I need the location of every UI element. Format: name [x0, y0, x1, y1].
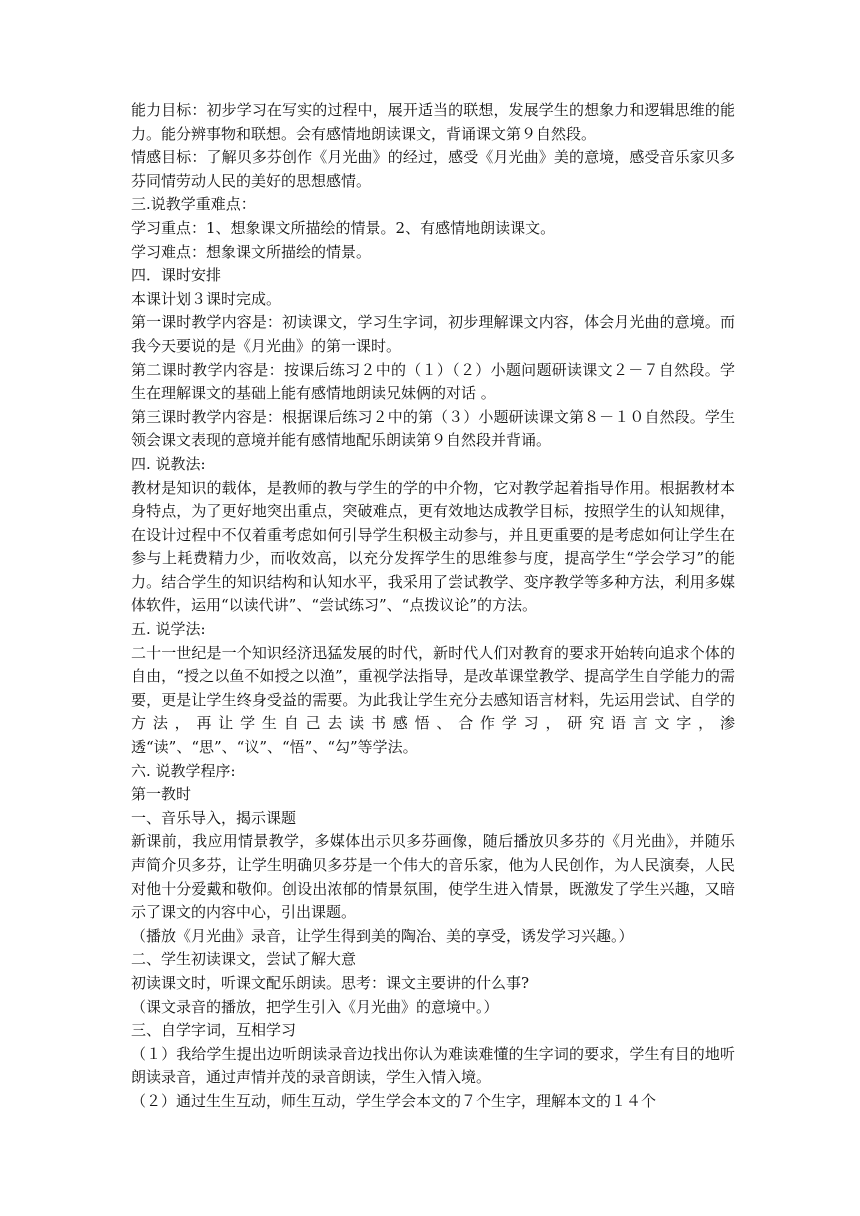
- paragraph-lesson-three: 第三课时教学内容是：根据课后练习２中的第（３）小题研读课文第８－１０自然段。学生领会课文表现的意境并能有感情地配乐朗读第９自然段并背诵。: [131, 407, 735, 450]
- paragraph-lesson-one: 第一课时教学内容是：初读课文，学习生字词，初步理解课文内容，体会月光曲的意境。而我今天要说的是《月光曲》的第一课时。: [131, 313, 735, 355]
- heading-step-one: 一、音乐导入，揭示课题: [131, 808, 297, 827]
- heading-key-difficulties: 三.说教学重难点：: [131, 195, 256, 214]
- paragraph-lesson-two: 第二课时教学内容是：按课后练习２中的（１）（２）小题问题研读课文２－７自然段。学生在理解课文的基础上能有感情地朗读兄妹俩的对话 。: [131, 360, 735, 403]
- paragraph-ability-goal: 能力目标：初步学习在写实的过程中，展开适当的联想，发展学生的想象力和逻辑思维的能力。能分辨事物和联想。会有感情地朗读课文，背诵课文第９自然段。: [131, 101, 735, 143]
- paragraph-difficulties: 学习难点：想象课文所描绘的情景。: [131, 242, 372, 261]
- paragraph-schedule-plan: 本课计划３课时完成。: [131, 289, 282, 308]
- heading-step-two: 二、学生初读课文，尝试了解大意: [131, 950, 357, 969]
- paragraph-step-one-note: （播放《月光曲》录音，让学生得到美的陶冶、美的享受，诱发学习兴趣。）: [131, 926, 634, 945]
- paragraph-key-points: 学习重点：1、想象课文所描绘的情景。2、有感情地朗读课文。: [131, 218, 556, 237]
- paragraph-step-three-one: （１）我给学生提出边听朗读录音边找出你认为难读难懂的生字词的要求，学生有目的地听朗读录音，通过声情并茂的录音朗读，学生入情入境。: [131, 1044, 735, 1087]
- paragraph-emotion-goal: 情感目标：了解贝多芬创作《月光曲》的经过，感受《月光曲》美的意境，感受音乐家贝多芬同情劳动人民的美好的思想感情。: [131, 148, 735, 190]
- heading-teaching-method: 四. 说教法:: [131, 454, 206, 473]
- heading-first-session: 第一教时: [131, 785, 192, 804]
- paragraph-teaching-method: 教材是知识的载体，是教师的教与学生的学的中介物，它对教学起着指导作用。根据教材本身特点，为了更好地突出重点，突破难点，更有效地达成教学目标，按照学生的认知规律，在设计过程中不仅着重考虑如何引导学生积极主动参与，并且更重要的是考虑如何让学生在参与上耗费精力少，而收效高，以充分发挥学生的思维参与度，提高学生“学会学习”的能力。结合学生的知识结构和认知水平，我采用了尝试教学、变序教学等多种方法，利用多媒体软件，运用“以读代讲”、“尝试练习”、“点拨议论”的方法。: [131, 478, 735, 615]
- heading-learning-method: 五. 说学法:: [131, 620, 206, 639]
- paragraph-step-two: 初读课文时，听课文配乐朗读。思考：课文主要讲的什么事?: [131, 973, 530, 992]
- heading-schedule: 四．课时安排: [131, 266, 222, 285]
- paragraph-step-one: 新课前，我应用情景教学，多媒体出示贝多芬画像，随后播放贝多芬的《月光曲》，并随乐声简介贝多芬，让学生明确贝多芬是一个伟大的音乐家，他为人民创作，为人民演奏，人民对他十分爱戴和敬仰。创设出浓郁的情景氛围，使学生进入情景，既激发了学生兴趣，又暗示了课文的内容中心，引出课题。: [131, 832, 735, 922]
- paragraph-step-three-two: （２）通过生生互动，师生互动，学生学会本文的７个生字，理解本文的１４个: [131, 1091, 657, 1110]
- heading-step-three: 三、自学字词，互相学习: [131, 1021, 297, 1040]
- paragraph-step-two-note: （课文录音的播放，把学生引入《月光曲》的意境中。）: [131, 997, 499, 1016]
- heading-teaching-procedure: 六. 说教学程序:: [131, 761, 236, 780]
- document-page: [131, 99, 735, 1114]
- paragraph-learning-method: 二十一世纪是一个知识经济迅猛发展的时代，新时代人们对教育的要求开始转向追求个体的自由，“授之以鱼不如授之以渔”，重视学法指导，是改革课堂教学、提高学生自学能力的需要，更是让学生终身受益的需要。为此我让学生充分去感知语言材料，先运用尝试、自学的方法，再让学生自己去读书感悟、合作学习，研究语言文字，渗透“读”、“思”、“议”、“悟”、“勾”等学法。: [131, 643, 735, 757]
